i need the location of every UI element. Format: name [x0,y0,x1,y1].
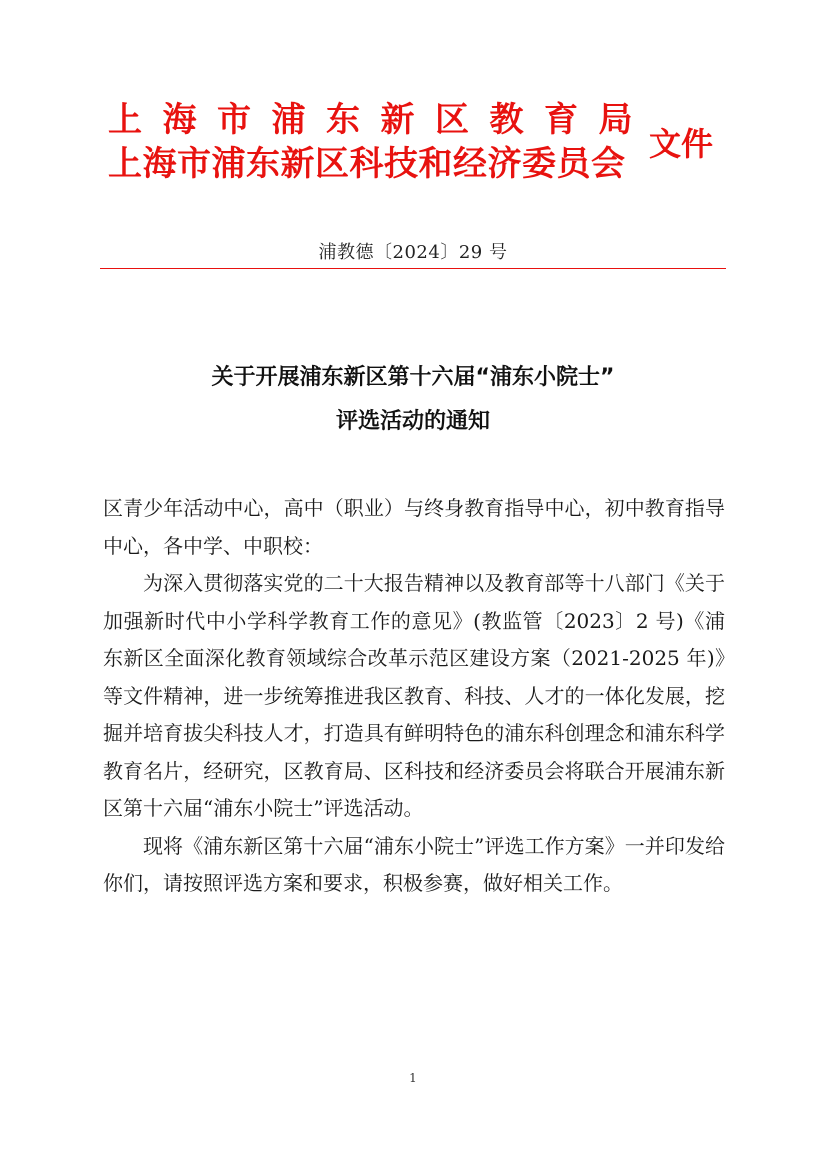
issuer-education-bureau: 上海市浦东新区教育局 [108,100,653,140]
notice-title-line-1: 关于开展浦东新区第十六届“浦东小院士” [211,365,615,390]
issuer-science-economy-committee: 上海市浦东新区科技和经济委员会 [108,144,626,184]
document-header [108,100,728,190]
body-paragraph-2: 现将《浦东新区第十六届“浦东小院士”评选工作方案》一并印发给你们，请按照评选方案和要求，积极参赛，做好相关工作。 [103,833,725,895]
body-paragraph-1: 为深入贯彻落实党的二十大报告精神以及教育部等十八部门《关于加强新时代中小学科学教育工作的意见》(教监管〔2023〕2 号)《浦东新区全面深化教育领域综合改革示范区建设方案（2021-2025 年)》等文件精神，进一步统筹推进我区教育、科技、人才的一体化发展，挖掘并培育拔尖科技人才，打造具有鲜明特色的浦东科创理念和浦东科学教育名片，经研究，区教育局、区科技和经济委员会将联合开展浦东新区第十六届“浦东小院士”评选活动。 [103,571,725,820]
notice-body [103,490,725,903]
notice-title-line-2: 评选活动的通知 [335,409,490,434]
document-number: 浦教德〔2024〕29 号 [318,242,508,263]
page-number: 1 [409,1071,417,1085]
file-label: 文件 [649,125,714,163]
red-divider-line [100,268,726,269]
recipients-paragraph: 区青少年活动中心，高中（职业）与终身教育指导中心，初中教育指导中心，各中学、中职校： [103,496,725,558]
